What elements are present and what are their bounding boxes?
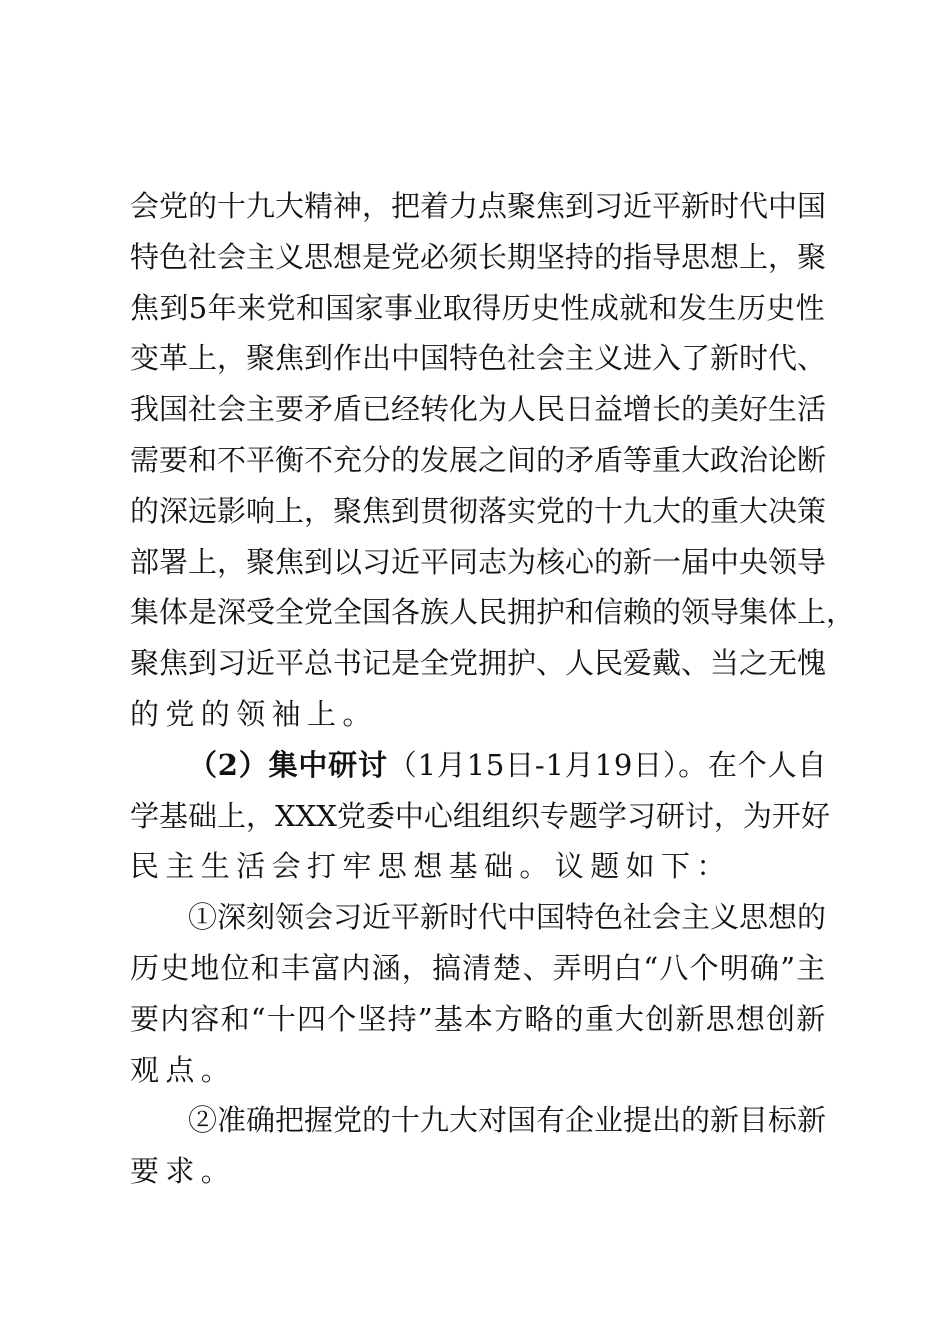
text-line: 历史地位和丰富内涵，搞清楚、弄明白“八个明确”主: [130, 950, 827, 985]
text-line: 观点。: [130, 1052, 237, 1087]
text-line: 要内容和“十四个坚持”基本方略的重大创新思想创新: [130, 1001, 827, 1036]
paragraph-topic-1: [130, 892, 832, 1095]
text-line: 学基础上，XXX党委中心组组织专题学习研讨，为开好: [130, 798, 830, 833]
text-line: ①深刻领会习近平新时代中国特色社会主义思想的: [188, 900, 827, 935]
text-line: 集体是深受全党全国各族人民拥护和信赖的领导集体上，: [130, 595, 856, 630]
paragraph-topic-2: [130, 1095, 832, 1197]
text-line: [130, 740, 832, 791]
text-line: 特色社会主义思想是党必须长期坚持的指导思想上，聚: [130, 239, 827, 274]
section-heading: （2）集中研讨: [188, 747, 388, 782]
text-line: 的深远影响上，聚焦到贯彻落实党的十九大的重大决策: [130, 493, 827, 528]
paragraph-focus-points: [130, 181, 856, 740]
text-line: 聚焦到习近平总书记是全党拥护、人民爱戴、当之无愧: [130, 646, 827, 681]
text-line: 焦到5年来党和国家事业取得历史性成就和发生历史性: [130, 290, 826, 325]
paragraph-group-discussion: [130, 740, 832, 892]
text-line: 我国社会主要矛盾已经转化为人民日益增长的美好生活: [130, 392, 827, 427]
text-line: 部署上，聚焦到以习近平同志为核心的新一届中央领导: [130, 544, 827, 579]
text-line: 民主生活会打牢思想基础。议题如下：: [130, 849, 732, 884]
text-line: ②准确把握党的十九大对国有企业提出的新目标新: [188, 1103, 827, 1138]
text-line: 要求。: [130, 1154, 237, 1189]
document-page: [130, 181, 856, 1197]
text-line: 的党的领袖上。: [130, 696, 378, 731]
text-line: 会党的十九大精神，把着力点聚焦到习近平新时代中国: [130, 189, 827, 223]
text-line: 变革上，聚焦到作出中国特色社会主义进入了新时代、: [130, 341, 827, 376]
date-range-text: （1月15日-1月19日）。在个人自: [387, 747, 828, 782]
text-line: 需要和不平衡不充分的发展之间的矛盾等重大政治论断: [130, 442, 827, 477]
